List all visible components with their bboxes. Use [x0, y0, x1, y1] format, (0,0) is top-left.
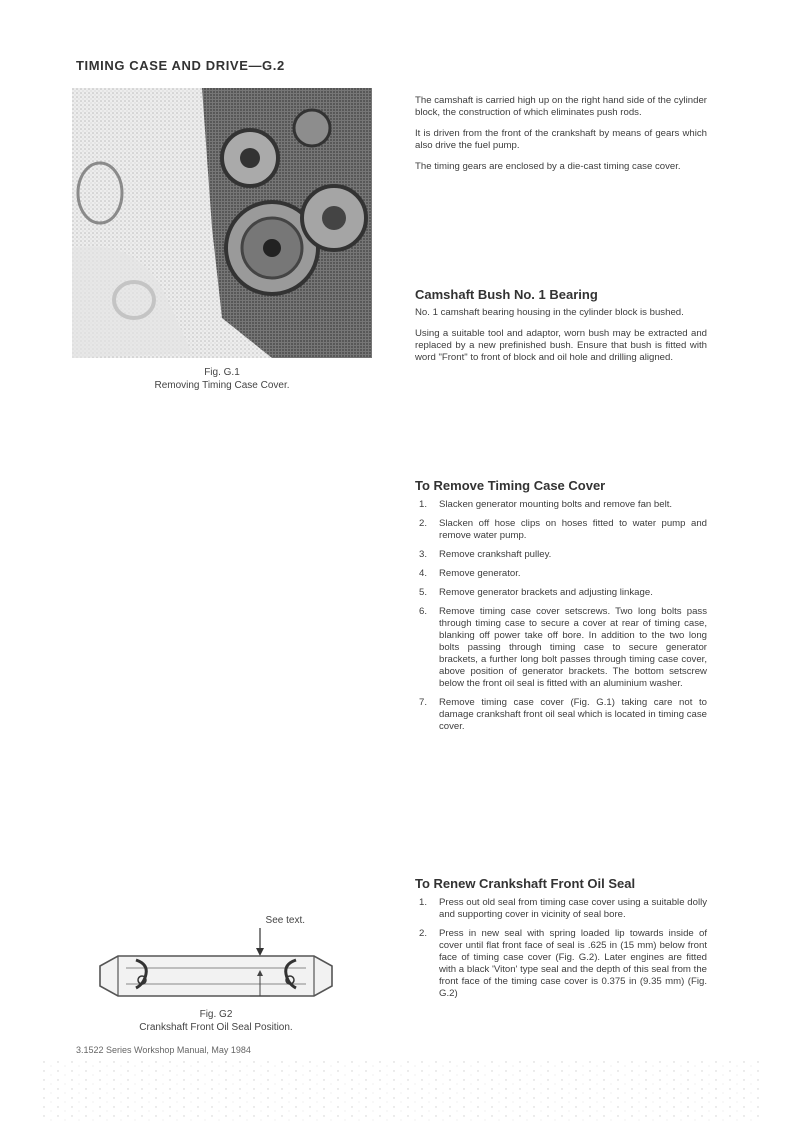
intro-paragraph: The timing gears are enclosed by a die-cast timing case cover.: [415, 161, 681, 172]
step-item: [415, 897, 707, 921]
intro-paragraph: The camshaft is carried high up on the right hand side of the cylinder block, the construction of which eliminates push rods.: [415, 95, 707, 118]
step-text: Remove timing case cover (Fig. G.1) taking care not to damage crankshaft front oil seal which is located in timing case cover.: [439, 697, 707, 732]
camshaft-bush-paragraph: Using a suitable tool and adaptor, worn bush may be extracted and replaced by a new prefinished bush. Ensure that bush is fitted with word "Front" to front of block and oil hole and drilling aligned.: [415, 328, 707, 363]
camshaft-bush-section: [415, 289, 707, 373]
step-number: 2.: [419, 928, 428, 939]
step-text: Remove generator brackets and adjusting linkage.: [439, 587, 653, 598]
step-text: Remove generator.: [439, 568, 521, 579]
fig-g1-caption-text: Removing Timing Case Cover.: [154, 380, 290, 391]
step-text: Press in new seal with spring loaded lip towards inside of cover until flat front face of seal is .625 in (15 mm) below front face of timing case cover (Fig. G.2). Later engines are fitted with a black 'Viton' type seal and the depth of this seal from the front face of the timing case cover is 0.375 in (9.35 mm) (Fig. G.2): [439, 928, 707, 999]
step-text: Slacken off hose clips on hoses fitted to water pump and remove water pump.: [439, 518, 707, 541]
renew-seal-section: [415, 878, 707, 1007]
step-number: 4.: [419, 568, 428, 579]
scan-noise: [0, 1060, 794, 1124]
step-item: [415, 499, 707, 511]
intro-section: [415, 95, 707, 182]
see-text-label: See text.: [265, 915, 305, 926]
fig-g2-caption: [96, 1008, 336, 1034]
page-title: TIMING CASE AND DRIVE—G.2: [76, 58, 285, 73]
step-text: Remove crankshaft pulley.: [439, 549, 552, 560]
fig-g1-label: Fig. G.1: [204, 367, 240, 378]
fig-g1-caption: [72, 366, 372, 392]
step-number: 5.: [419, 587, 428, 598]
step-number: 6.: [419, 606, 428, 617]
step-number: 2.: [419, 518, 428, 529]
step-item: [415, 697, 707, 733]
step-number: 7.: [419, 697, 428, 708]
remove-cover-heading: To Remove Timing Case Cover: [415, 478, 606, 493]
camshaft-bush-heading: Camshaft Bush No. 1 Bearing: [415, 287, 598, 302]
step-item: [415, 928, 707, 1000]
page-footer: 3.1522 Series Workshop Manual, May 1984: [76, 1045, 251, 1055]
step-item: [415, 587, 707, 599]
step-text: Press out old seal from timing case cover using a suitable dolly and supporting cover in vicinity of seal bore.: [439, 897, 707, 920]
intro-paragraph: It is driven from the front of the crankshaft by means of gears which also drive the fuel pump.: [415, 128, 707, 151]
step-item: [415, 549, 707, 561]
fig-g2-caption-text: Crankshaft Front Oil Seal Position.: [139, 1022, 293, 1033]
step-number: 1.: [419, 499, 428, 510]
oil-seal-diagram: [96, 926, 336, 1010]
fig-g2-label: Fig. G2: [199, 1009, 233, 1020]
remove-cover-section: [415, 480, 707, 740]
step-number: 1.: [419, 897, 428, 908]
step-number: 3.: [419, 549, 428, 560]
camshaft-bush-paragraph: No. 1 camshaft bearing housing in the cylinder block is bushed.: [415, 307, 684, 318]
step-text: Slacken generator mounting bolts and remove fan belt.: [439, 499, 673, 510]
step-item: [415, 606, 707, 690]
step-item: [415, 568, 707, 580]
renew-seal-heading: To Renew Crankshaft Front Oil Seal: [415, 876, 636, 891]
step-item: [415, 518, 707, 542]
renew-seal-steps: [415, 897, 707, 1000]
timing-case-photo: [72, 88, 372, 358]
step-text: Remove timing case cover setscrews. Two long bolts pass through timing case to secure a cover at rear of timing case, blanking off power take off bore. In addition to the two long bolts passing through timing case to secure generator brackets, a further long bolt passes through timing case cover, above position of generator brackets. The bottom setscrew below the front oil seal is fitted with an aluminium washer.: [439, 606, 707, 689]
remove-cover-steps: [415, 499, 707, 733]
